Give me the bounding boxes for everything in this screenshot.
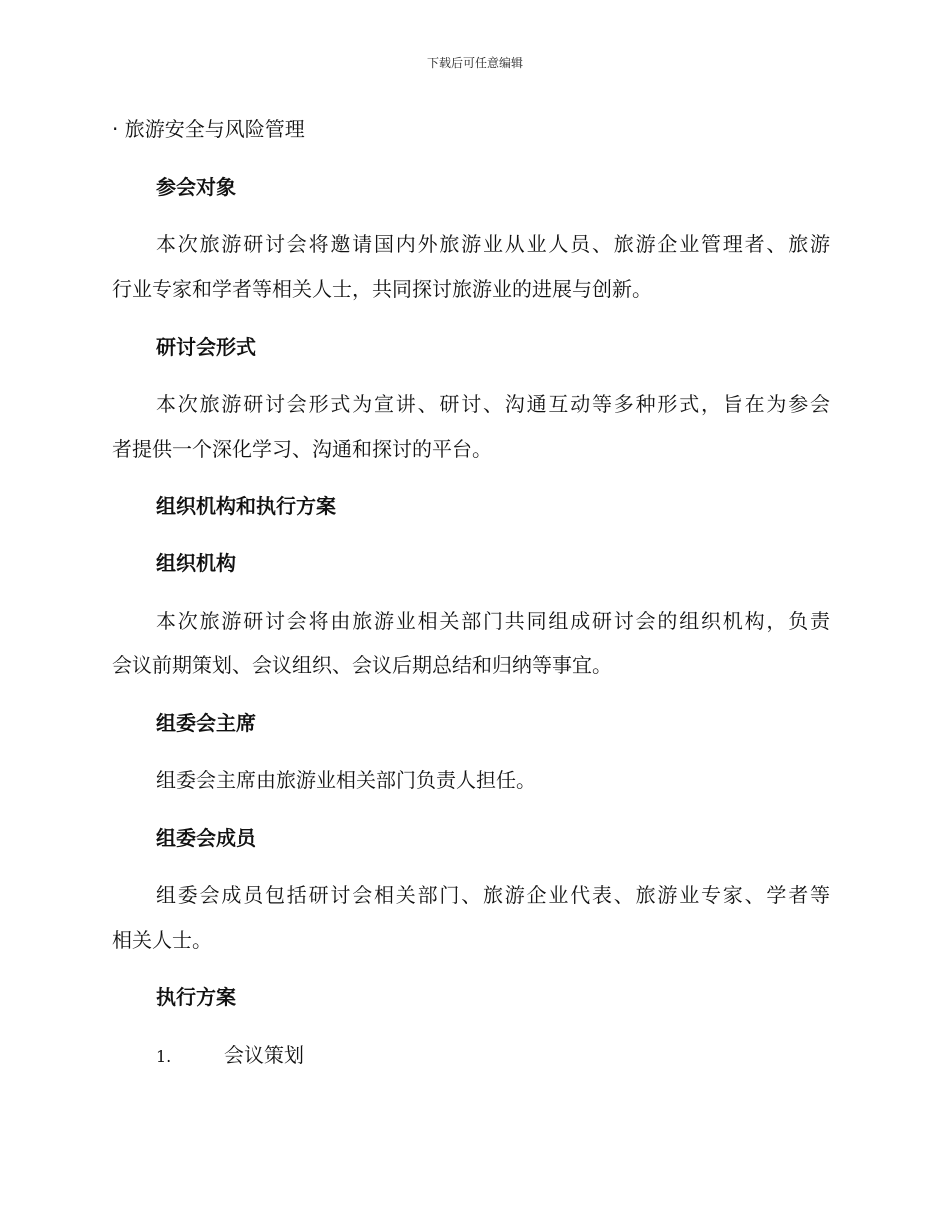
bullet-item: · 旅游安全与风险管理 [112,117,305,141]
heading-chair: 组委会主席 [156,711,256,735]
paragraph-members-line2: 相关人士。 [112,928,212,952]
paragraph-org-line1: 本次旅游研讨会将由旅游业相关部门共同组成研讨会的组织机构，负责 [156,609,830,633]
list-item-text: 会议策划 [224,1043,304,1067]
heading-attendees: 参会对象 [156,175,236,199]
paragraph-attendees-line1: 本次旅游研讨会将邀请国内外旅游业从业人员、旅游企业管理者、旅游 [156,232,830,256]
paragraph-members-line1: 组委会成员包括研讨会相关部门、旅游企业代表、旅游业专家、学者等 [156,883,830,907]
list-item-number: 1. [156,1047,172,1066]
heading-org-exec: 组织机构和执行方案 [156,494,336,518]
paragraph-format-line1: 本次旅游研讨会形式为宣讲、研讨、沟通互动等多种形式，旨在为参会 [156,392,830,416]
page-header: 下载后可任意编辑 [426,56,523,70]
paragraph-attendees-line2: 行业专家和学者等相关人士，共同探讨旅游业的进展与创新。 [112,277,652,301]
heading-exec: 执行方案 [156,985,236,1009]
list-item [112,1042,874,1070]
paragraph-chair-line1: 组委会主席由旅游业相关部门负责人担任。 [156,768,536,792]
heading-org: 组织机构 [156,551,236,575]
paragraph-org-line2: 会议前期策划、会议组织、会议后期总结和归纳等事宜。 [112,653,612,677]
paragraph-format-line2: 者提供一个深化学习、沟通和探讨的平台。 [112,437,492,461]
heading-format: 研讨会形式 [156,335,256,359]
heading-members: 组委会成员 [156,826,256,850]
